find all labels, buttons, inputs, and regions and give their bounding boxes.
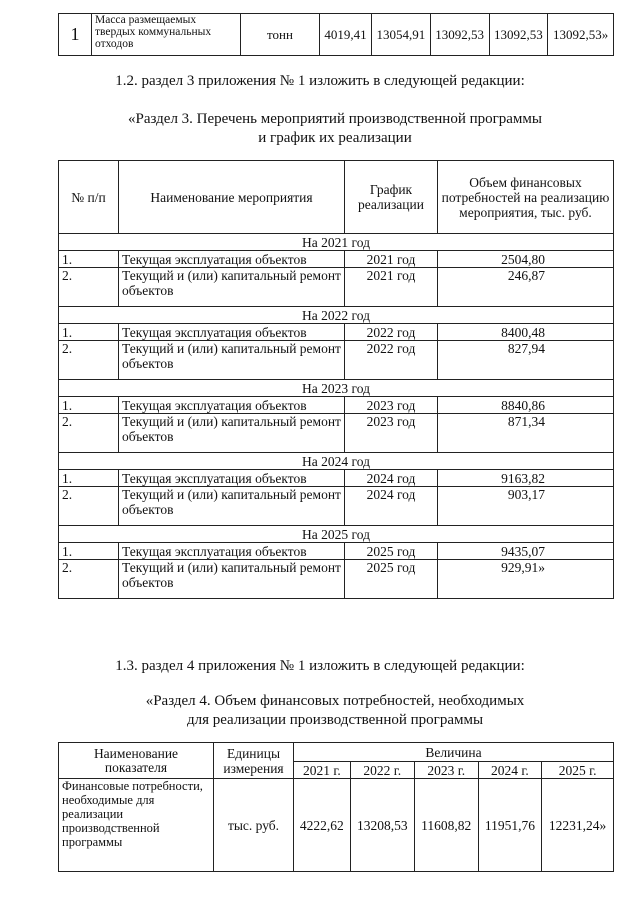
table-row <box>59 543 614 560</box>
activity-name: Текущая эксплуатация объектов <box>119 397 345 414</box>
schedule-cell: 2025 год <box>345 543 438 560</box>
value-cell: 9163,82 <box>438 470 614 487</box>
value-cell: 903,17 <box>438 487 614 526</box>
value-cell: 12231,24» <box>542 779 614 872</box>
header-number: № п/п <box>59 161 119 234</box>
table-row <box>59 14 614 56</box>
table-header-row <box>59 743 614 762</box>
schedule-cell: 2023 год <box>345 397 438 414</box>
row-number: 1. <box>59 251 119 268</box>
value-cell: 246,87 <box>438 268 614 307</box>
activities-table <box>58 160 614 599</box>
year-row-2024 <box>59 453 614 470</box>
activity-name: Текущая эксплуатация объектов <box>119 251 345 268</box>
table-row <box>59 397 614 414</box>
activity-name: Текущая эксплуатация объектов <box>119 324 345 341</box>
activity-name: Текущий и (или) капитальный ремонт объектов <box>119 268 345 307</box>
year-label: На 2021 год <box>59 234 614 251</box>
table-row <box>59 487 614 526</box>
value-cell: 8400,48 <box>438 324 614 341</box>
header-value: Величина <box>294 743 614 762</box>
row-number: 2. <box>59 341 119 380</box>
header-indicator-name: Наименование показателя <box>59 743 214 779</box>
schedule-cell: 2021 год <box>345 268 438 307</box>
year-label: На 2022 год <box>59 307 614 324</box>
year-label: На 2023 год <box>59 380 614 397</box>
header-year: 2024 г. <box>478 762 542 779</box>
row-number: 2. <box>59 487 119 526</box>
table-row <box>59 560 614 599</box>
row-number: 2. <box>59 414 119 453</box>
schedule-cell: 2024 год <box>345 487 438 526</box>
schedule-cell: 2023 год <box>345 414 438 453</box>
row-number: 2. <box>59 560 119 599</box>
section-3-title-line1: «Раздел 3. Перечень мероприятий производственной программы <box>128 111 542 127</box>
activity-name: Текущий и (или) капитальный ремонт объектов <box>119 341 345 380</box>
value-cell: 13092,53 <box>489 14 548 56</box>
table-row <box>59 414 614 453</box>
value-cell: 929,91» <box>438 560 614 599</box>
row-number: 1. <box>59 470 119 487</box>
year-row-2025 <box>59 526 614 543</box>
header-year: 2023 г. <box>414 762 478 779</box>
value-cell: 13208,53 <box>350 779 414 872</box>
header-year: 2021 г. <box>294 762 351 779</box>
top-table <box>58 13 614 56</box>
indicator-name: Масса размещаемых твердых коммунальных отходов <box>92 14 241 56</box>
activity-name: Текущий и (или) капитальный ремонт объектов <box>119 560 345 599</box>
activity-name: Текущий и (или) капитальный ремонт объектов <box>119 487 345 526</box>
schedule-cell: 2022 год <box>345 341 438 380</box>
row-number: 1 <box>59 14 92 56</box>
row-number: 1. <box>59 543 119 560</box>
unit-cell: тонн <box>241 14 320 56</box>
value-cell: 827,94 <box>438 341 614 380</box>
header-activity-name: Наименование мероприятия <box>119 161 345 234</box>
value-cell: 13054,91 <box>371 14 430 56</box>
table-row <box>59 470 614 487</box>
value-cell: 11951,76 <box>478 779 542 872</box>
year-row-2023 <box>59 380 614 397</box>
value-cell: 11608,82 <box>414 779 478 872</box>
value-cell: 9435,07 <box>438 543 614 560</box>
table-header-row <box>59 161 614 234</box>
activity-name: Текущая эксплуатация объектов <box>119 470 345 487</box>
activity-name: Текущая эксплуатация объектов <box>119 543 345 560</box>
schedule-cell: 2025 год <box>345 560 438 599</box>
table-row <box>59 324 614 341</box>
section-4-title-line1: «Раздел 4. Объем финансовых потребностей, необходимых <box>145 693 525 709</box>
header-schedule: График реализации <box>345 161 438 234</box>
year-label: На 2025 год <box>59 526 614 543</box>
section-3-title <box>95 110 575 148</box>
schedule-cell: 2021 год <box>345 251 438 268</box>
row-number: 1. <box>59 324 119 341</box>
row-number: 1. <box>59 397 119 414</box>
unit-cell: тыс. руб. <box>214 779 294 872</box>
section-4-title-line2: для реализации производственной программы <box>186 712 484 728</box>
financial-needs-table <box>58 742 614 872</box>
value-cell: 8840,86 <box>438 397 614 414</box>
schedule-cell: 2022 год <box>345 324 438 341</box>
section-4-title <box>95 692 575 730</box>
table-row <box>59 268 614 307</box>
year-row-2021 <box>59 234 614 251</box>
value-cell: 4222,62 <box>294 779 351 872</box>
table-row <box>59 341 614 380</box>
year-label: На 2024 год <box>59 453 614 470</box>
table-row <box>59 779 614 872</box>
value-cell: 871,34 <box>438 414 614 453</box>
header-financial-need: Объем финансовых потребностей на реализацию мероприятия, тыс. руб. <box>438 161 614 234</box>
year-row-2022 <box>59 307 614 324</box>
paragraph-1-3: 1.3. раздел 4 приложения № 1 изложить в следующей редакции: <box>115 658 525 674</box>
table-row <box>59 251 614 268</box>
indicator-name: Финансовые потребности, необходимые для реализации производственной программы <box>59 779 214 872</box>
section-3-title-line2: и график их реализации <box>258 130 412 146</box>
header-year: 2022 г. <box>350 762 414 779</box>
value-cell: 2504,80 <box>438 251 614 268</box>
paragraph-1-2: 1.2. раздел 3 приложения № 1 изложить в следующей редакции: <box>115 73 525 89</box>
header-unit: Единицы измерения <box>214 743 294 779</box>
header-year: 2025 г. <box>542 762 614 779</box>
activity-name: Текущий и (или) капитальный ремонт объектов <box>119 414 345 453</box>
value-cell: 13092,53» <box>548 14 614 56</box>
value-cell: 13092,53 <box>430 14 489 56</box>
value-cell: 4019,41 <box>320 14 372 56</box>
row-number: 2. <box>59 268 119 307</box>
schedule-cell: 2024 год <box>345 470 438 487</box>
